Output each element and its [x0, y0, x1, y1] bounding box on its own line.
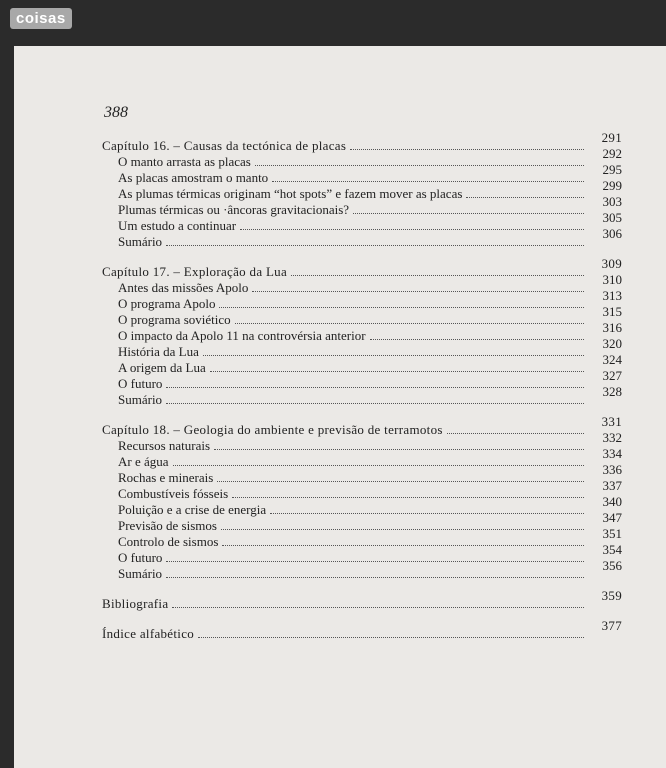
dot-leader [270, 513, 584, 514]
toc-entry [102, 194, 622, 218]
toc-entry [102, 272, 622, 296]
toc-entry [102, 304, 622, 328]
page-ref: 340 [602, 494, 622, 509]
page-ref: 309 [601, 256, 622, 271]
entry-label: Sumário [118, 392, 163, 407]
toc-entry [102, 478, 622, 502]
entry-label: Bibliografia [102, 596, 169, 611]
chapter-title: Capítulo 17. – Exploração da Lua [102, 264, 288, 279]
entry-label: História da Lua [118, 344, 199, 359]
dot-leader [219, 307, 584, 308]
dot-leader [210, 371, 584, 372]
dot-leader [166, 561, 584, 562]
page-ref: 320 [602, 336, 622, 351]
page-ref: 356 [602, 558, 622, 573]
chapter-title: Capítulo 16. – Causas da tectónica de placas [102, 138, 347, 153]
page-ref: 336 [602, 462, 622, 477]
entry-label: Recursos naturais [118, 438, 211, 453]
page-ref: 292 [602, 146, 622, 161]
dot-leader [350, 149, 584, 150]
dot-leader [232, 497, 584, 498]
dot-leader [172, 607, 584, 608]
dot-leader [255, 165, 584, 166]
page-ref: 299 [602, 178, 622, 193]
entry-label: Sumário [118, 566, 163, 581]
dot-leader [252, 291, 584, 292]
page-number: 388 [104, 104, 128, 121]
page-ref: 354 [602, 542, 622, 557]
dot-leader [166, 245, 584, 246]
toc-entry [102, 542, 622, 566]
toc-entry [102, 320, 622, 344]
dot-leader [221, 529, 584, 530]
page-ref: 315 [602, 304, 622, 319]
chapter-title: Capítulo 18. – Geologia do ambiente e previsão de terramotos [102, 422, 443, 437]
page-ref: 331 [601, 414, 622, 429]
dot-leader [166, 403, 584, 404]
dot-leader [217, 481, 584, 482]
toc-entry [102, 494, 622, 518]
entry-label: Antes das missões Apolo [118, 280, 249, 295]
page-ref: 303 [602, 194, 622, 209]
chapter-17 [102, 256, 622, 408]
page-ref: 328 [602, 384, 622, 399]
toc-index [102, 618, 622, 642]
page-ref: 351 [602, 526, 622, 541]
page-ref: 359 [601, 588, 622, 603]
entry-label: As placas amostram o manto [118, 170, 269, 185]
dot-leader [447, 433, 584, 434]
entry-label: Um estudo a continuar [118, 218, 237, 233]
book-page [14, 46, 666, 768]
entry-label: Previsão de sismos [118, 518, 217, 533]
entry-label: Ar e água [118, 454, 169, 469]
page-ref: 313 [602, 288, 622, 303]
dot-leader [370, 339, 584, 340]
dot-leader [240, 229, 584, 230]
toc-entry [102, 162, 622, 186]
page-ref: 305 [602, 210, 622, 225]
page-ref: 377 [601, 618, 622, 633]
page-ref: 295 [602, 162, 622, 177]
entry-label: O programa soviético [118, 312, 231, 327]
toc-entry [102, 510, 622, 534]
dot-leader [291, 275, 584, 276]
dot-leader [214, 449, 584, 450]
page-ref: 316 [602, 320, 622, 335]
dot-leader [353, 213, 584, 214]
toc-entry [102, 430, 622, 454]
toc-entry [102, 462, 622, 486]
dot-leader [466, 197, 584, 198]
page-ref: 332 [602, 430, 622, 445]
entry-label: O impacto da Apolo 11 na controvérsia anterior [118, 328, 366, 343]
dot-leader [166, 577, 584, 578]
entry-label: O manto arrasta as placas [118, 154, 251, 169]
entry-label: Índice alfabético [102, 626, 195, 641]
entry-label: Sumário [118, 234, 163, 249]
toc-entry [102, 352, 622, 376]
dot-leader [235, 323, 584, 324]
page-ref: 327 [602, 368, 622, 383]
dot-leader [272, 181, 584, 182]
entry-label: Combustíveis fósseis [118, 486, 229, 501]
dot-leader [203, 355, 584, 356]
toc-entry [102, 226, 622, 250]
page-ref: 291 [601, 130, 622, 145]
entry-label: As plumas térmicas originam “hot spots” e fazem mover as placas [118, 186, 463, 201]
page-ref: 310 [602, 272, 622, 287]
toc-entry [102, 288, 622, 312]
toc-entry [102, 558, 622, 582]
toc-entry [102, 368, 622, 392]
toc-entry [102, 146, 622, 170]
toc-entry [102, 178, 622, 202]
page-ref: 306 [602, 226, 622, 241]
chapter-16 [102, 130, 622, 250]
page-ref: 337 [602, 478, 622, 493]
toc-bibliography [102, 588, 622, 612]
dot-leader [222, 545, 584, 546]
page-ref: 347 [602, 510, 622, 525]
entry-label: Rochas e minerais [118, 470, 214, 485]
toc-entry [102, 526, 622, 550]
toc-entry [102, 446, 622, 470]
entry-label: O programa Apolo [118, 296, 216, 311]
dot-leader [173, 465, 584, 466]
entry-label: Plumas térmicas ou ·âncoras gravitacionais? [118, 202, 350, 217]
page-ref: 324 [602, 352, 622, 367]
entry-label: O futuro [118, 550, 163, 565]
toc-entry [102, 336, 622, 360]
chapter-heading [102, 130, 622, 154]
dot-leader [166, 387, 584, 388]
entry-label: Poluição e a crise de energia [118, 502, 267, 517]
toc-entry [102, 210, 622, 234]
page-ref: 334 [602, 446, 622, 461]
dot-leader [198, 637, 584, 638]
entry-label: A origem da Lua [118, 360, 206, 375]
toc-entry [102, 384, 622, 408]
entry-label: O futuro [118, 376, 163, 391]
entry-label: Controlo de sismos [118, 534, 219, 549]
chapter-heading [102, 414, 622, 438]
table-of-contents [102, 130, 622, 642]
chapter-18 [102, 414, 622, 582]
site-watermark: coisas [10, 8, 72, 29]
chapter-heading [102, 256, 622, 280]
